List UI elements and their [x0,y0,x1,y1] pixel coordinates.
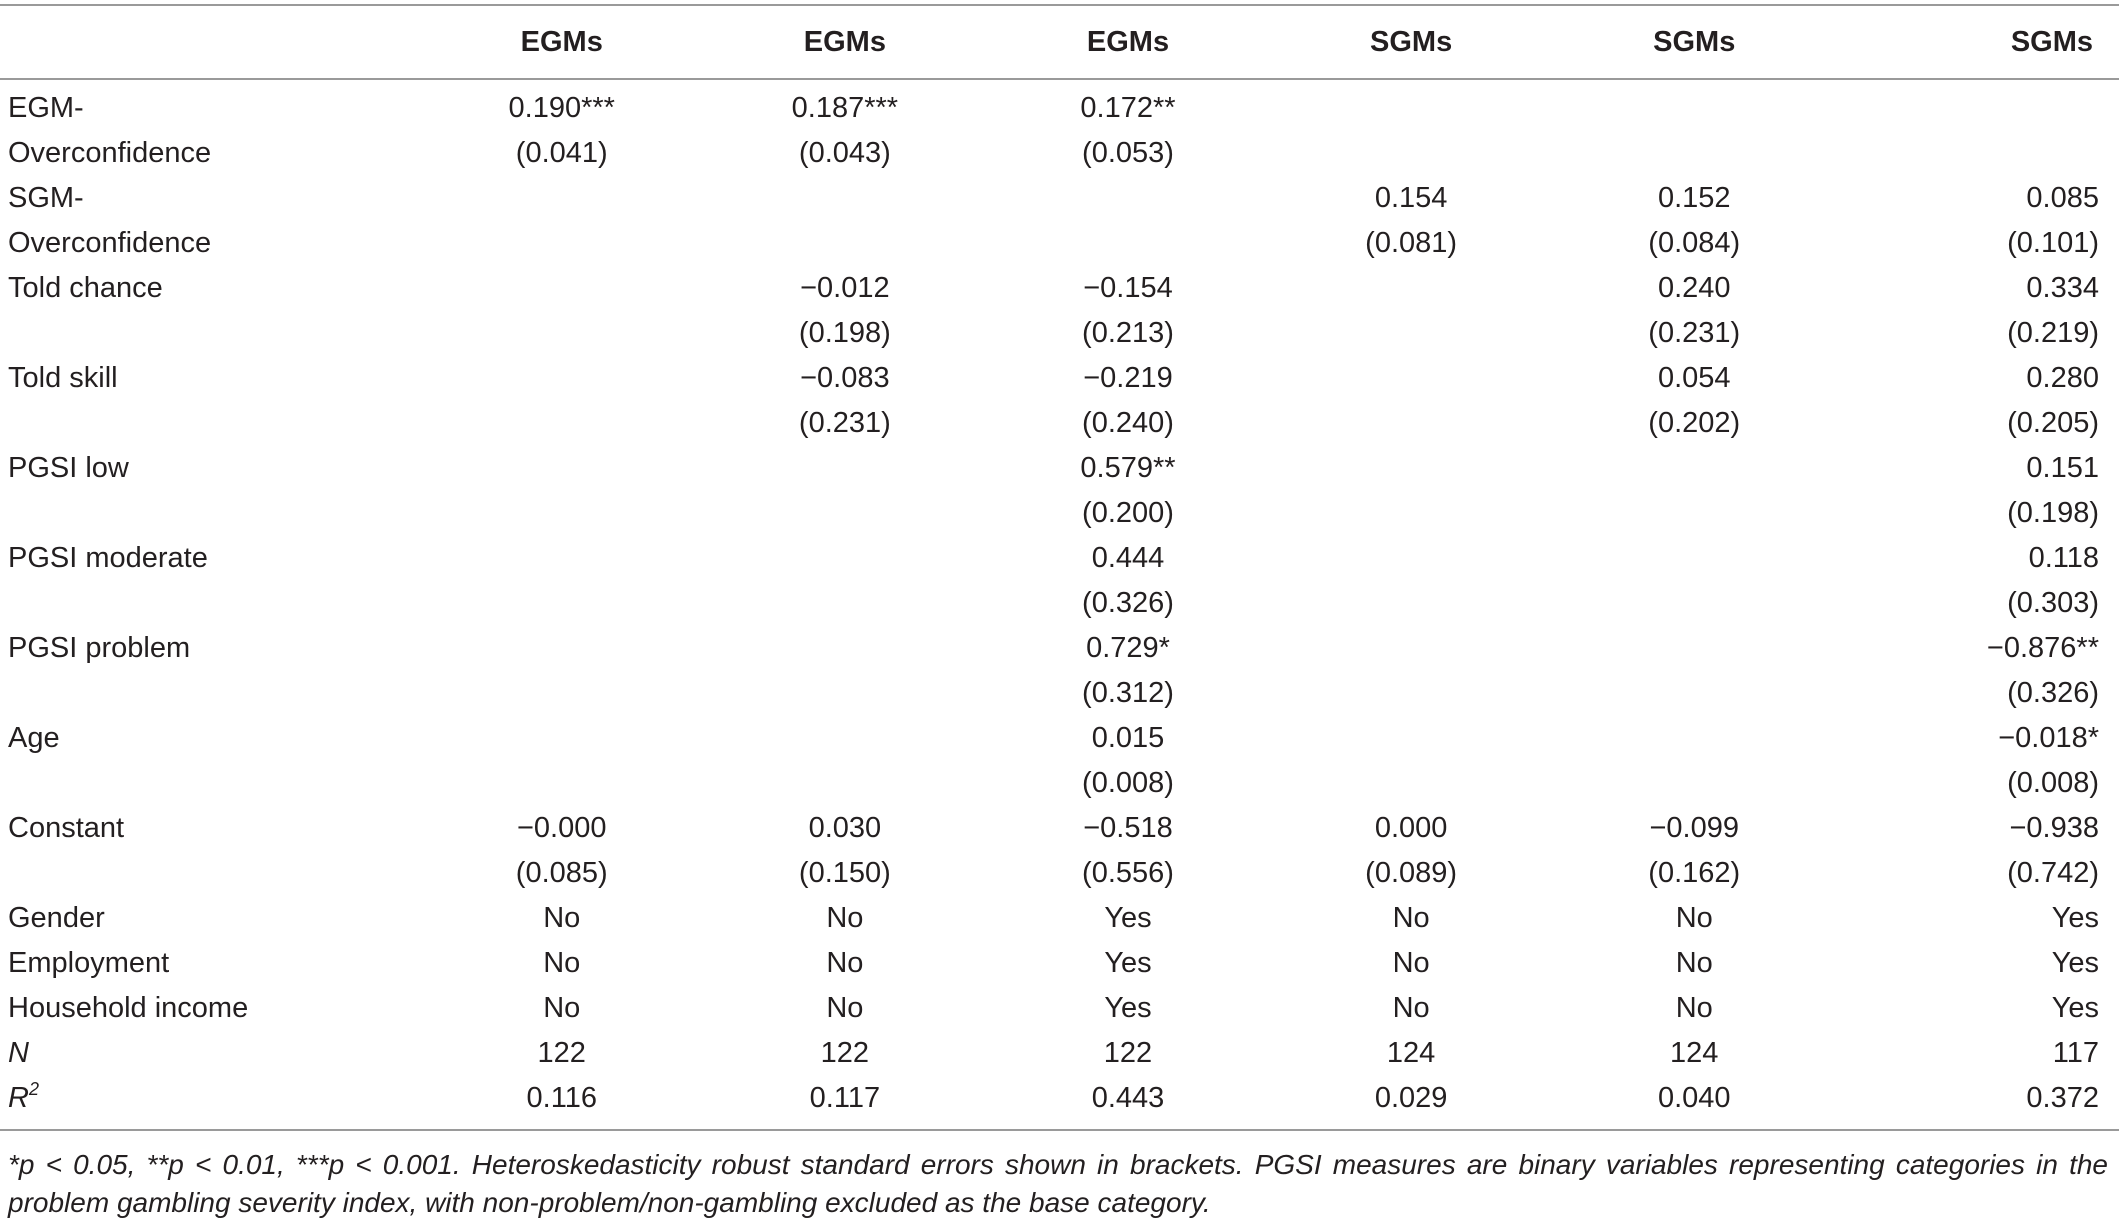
row-label [0,581,420,626]
row-label: PGSI low [8,452,129,484]
table-cell: 0.015 [1091,722,1165,754]
table-cell: 117 [2052,1037,2099,1069]
table-cell: (0.008) [2007,767,2099,799]
table-row [0,536,2119,581]
table-row [0,986,2119,1031]
table-cell [420,491,703,536]
table-row [0,1076,2119,1130]
table-cell [420,311,703,356]
table-cell: (0.053) [1082,137,1174,169]
table-cell: 0.151 [2026,452,2099,484]
table-cell: 0.729* [1086,632,1170,664]
row-label: PGSI moderate [8,542,208,574]
table-cell: No [543,902,581,934]
table-cell [420,176,703,221]
table-cell: 122 [1103,1037,1153,1069]
table-row [0,626,2119,671]
table-row [0,941,2119,986]
table-cell [1836,79,2119,131]
table-cell [1553,491,1836,536]
row-label [0,311,420,356]
table-cell: (0.312) [1082,677,1174,709]
table-cell: (0.162) [1648,857,1741,889]
table-row [0,1031,2119,1076]
table-cell [1553,626,1836,671]
table-cell: 0.085 [2026,182,2099,214]
table-cell [420,266,703,311]
table-cell: −0.099 [1649,812,1739,844]
table-cell: (0.089) [1365,857,1458,889]
table-cell: −0.083 [800,362,890,394]
regression-table [0,4,2119,1131]
table-row [0,806,2119,851]
table-cell: No [1392,902,1430,934]
table-cell: Yes [1104,947,1152,979]
table-cell: No [826,902,864,934]
table-row [0,446,2119,491]
table-cell: (0.213) [1082,317,1174,349]
table-body [0,79,2119,1130]
table-cell: 0.116 [420,1076,703,1130]
table-cell: (0.556) [1082,857,1174,889]
table-cell [420,716,703,761]
table-row [0,716,2119,761]
table-cell [703,761,986,806]
header-cell-label [0,5,420,79]
table-cell: 0.040 [1553,1076,1836,1130]
table-cell: (0.303) [2007,587,2099,619]
table-cell: No [826,947,864,979]
table-cell [420,626,703,671]
table-cell [1553,131,1836,176]
table-cell [1270,356,1553,401]
table-footnote: *p < 0.05, **p < 0.01, ***p < 0.001. Heteroskedasticity robust standard errors shown in brackets. PGSI measures are binary variables representing categories in the problem gambling severity index, with non-problem/non-gambling excluded as the base category. [8,1149,2108,1218]
table-cell [703,176,986,221]
row-label [0,851,420,896]
table-cell: −0.154 [1083,272,1173,304]
table-cell [1270,446,1553,491]
table-cell: −0.518 [1083,812,1173,844]
table-cell: 0.117 [703,1076,986,1130]
table-cell [420,671,703,716]
table-row [0,401,2119,446]
table-cell: 0.154 [1374,182,1448,214]
table-cell [986,221,1269,266]
table-cell: No [1675,902,1713,934]
table-row [0,581,2119,626]
table-cell [1270,266,1553,311]
table-cell [1270,581,1553,626]
table-cell: 0.443 [986,1076,1269,1130]
header-cell-egms-1: EGMs [420,5,703,79]
table-cell: 0.152 [1657,182,1731,214]
table-cell: Yes [2051,992,2099,1024]
table-cell: Yes [2051,902,2099,934]
table-cell [703,581,986,626]
table-cell: (0.085) [515,857,608,889]
table-cell: 0.187*** [791,92,899,124]
table-cell: Yes [2051,947,2099,979]
table-cell: (0.202) [1648,407,1741,439]
table-cell: (0.219) [2007,317,2099,349]
table-cell: 124 [1386,1037,1436,1069]
table-cell: 122 [820,1037,870,1069]
table-cell [420,401,703,446]
table-cell [1270,626,1553,671]
table-cell: 0.190*** [508,92,615,124]
table-row [0,671,2119,716]
row-label: Told skill [8,362,118,394]
table-cell: 0.372 [1836,1076,2119,1130]
table-cell: (0.231) [1648,317,1741,349]
table-cell: (0.205) [2007,407,2099,439]
row-label: N [8,1037,29,1069]
table-cell: (0.240) [1082,407,1174,439]
row-label: Told chance [8,272,163,304]
table-cell: 0.030 [808,812,882,844]
table-cell [703,221,986,266]
table-cell [1270,671,1553,716]
row-label: SGM- [8,182,84,214]
table-cell: 0.029 [1270,1076,1553,1130]
table-cell [1553,446,1836,491]
table-cell: 0.240 [1657,272,1731,304]
table-row [0,896,2119,941]
table-cell: −0.018* [1998,722,2099,754]
table-cell [703,671,986,716]
table-cell: (0.041) [515,137,608,169]
table-cell: No [1392,992,1430,1024]
table-cell [1270,716,1553,761]
table-cell [420,761,703,806]
table-row [0,131,2119,176]
table-cell: (0.150) [798,857,891,889]
table-cell: No [543,992,581,1024]
table-cell: No [1392,947,1430,979]
row-label: Age [8,722,60,754]
table-cell: (0.326) [1082,587,1174,619]
table-cell: (0.231) [798,407,891,439]
table-cell [1553,79,1836,131]
row-label: PGSI problem [8,632,191,664]
table-cell [1270,491,1553,536]
table-cell [986,176,1269,221]
row-label: Constant [8,812,125,844]
row-label: Gender [8,902,105,934]
row-label [0,761,420,806]
row-label: Employment [8,947,170,979]
table-row [0,176,2119,221]
table-cell [1270,536,1553,581]
table-cell: (0.084) [1648,227,1741,259]
table-cell: −0.938 [2009,812,2099,844]
table-cell [1836,131,2119,176]
table-cell [1270,131,1553,176]
table-cell [1553,716,1836,761]
table-cell [1553,761,1836,806]
row-label: Overconfidence [8,137,212,169]
table-row [0,221,2119,266]
header-cell-egms-2: EGMs [703,5,986,79]
table-cell: 124 [1670,1037,1719,1069]
table-cell: −0.219 [1083,362,1173,394]
table-cell: Yes [1104,902,1152,934]
header-cell-sgms-3: SGMs [1836,5,2119,79]
table-cell [420,221,703,266]
table-row [0,79,2119,131]
table-cell: 0.579** [1080,452,1176,484]
table-row [0,851,2119,896]
header-cell-sgms-2: SGMs [1553,5,1836,79]
table-cell [420,356,703,401]
table-cell: (0.198) [2007,497,2099,529]
table-row [0,356,2119,401]
table-row [0,491,2119,536]
table-cell [703,491,986,536]
table-cell: No [826,992,864,1024]
header-cell-egms-3: EGMs [986,5,1269,79]
table-cell [703,536,986,581]
table-cell: 0.172** [1080,92,1176,124]
regression-table-container [0,4,2119,1131]
table-cell: 0.000 [1374,812,1448,844]
table-cell: −0.012 [800,272,890,304]
table-cell: No [1675,992,1713,1024]
table-cell [420,536,703,581]
row-label [0,401,420,446]
table-row [0,311,2119,356]
table-cell: No [1675,947,1713,979]
table-cell: (0.081) [1365,227,1458,259]
table-cell: (0.101) [2007,227,2099,259]
table-cell: 0.118 [2028,542,2099,574]
table-cell: 0.054 [1657,362,1731,394]
table-cell: −0.000 [516,812,607,844]
table-cell: No [543,947,581,979]
table-cell: (0.742) [2007,857,2099,889]
table-cell [1270,311,1553,356]
header-cell-sgms-1: SGMs [1270,5,1553,79]
row-label: $R^2$ [0,1076,420,1130]
table-cell [1553,536,1836,581]
table-cell [703,716,986,761]
row-label [0,491,420,536]
table-cell: 0.334 [2026,272,2099,304]
table-row [0,266,2119,311]
table-cell: (0.326) [2007,677,2099,709]
table-cell [1270,761,1553,806]
row-label: Overconfidence [8,227,212,259]
table-cell: 0.280 [2026,362,2099,394]
table-cell: (0.198) [798,317,891,349]
table-cell [1553,671,1836,716]
row-label: Household income [8,992,249,1024]
table-cell [1270,79,1553,131]
table-cell [1553,581,1836,626]
table-cell: 122 [537,1037,586,1069]
table-cell [703,446,986,491]
table-cell: 0.444 [1091,542,1165,574]
row-label: EGM- [8,92,84,124]
table-cell [703,626,986,671]
table-row [0,761,2119,806]
table-cell: (0.008) [1082,767,1174,799]
table-cell [420,446,703,491]
table-header-row [0,5,2119,79]
table-cell: (0.043) [798,137,891,169]
table-cell: (0.200) [1082,497,1174,529]
row-label [0,671,420,716]
table-cell: Yes [1104,992,1152,1024]
table-cell [420,581,703,626]
table-cell: −0.876** [1986,632,2099,664]
table-cell [1270,401,1553,446]
